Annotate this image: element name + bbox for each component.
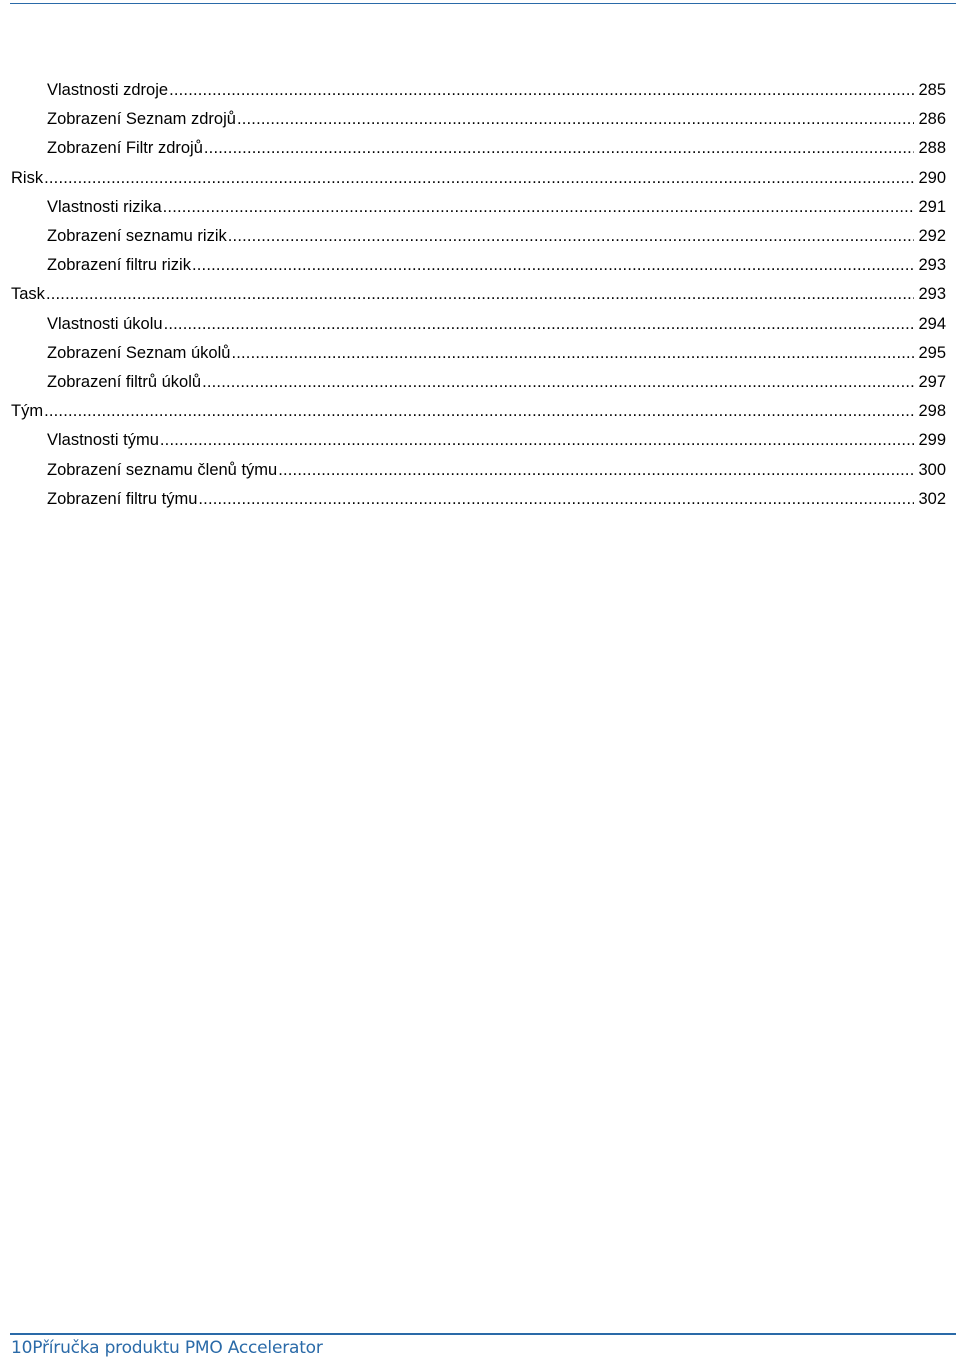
toc-entry-page: 295 xyxy=(918,343,946,362)
toc-entry-page: 299 xyxy=(918,431,946,450)
toc-entry-zobrazeni-filtru-rizik[interactable] xyxy=(0,251,960,280)
toc-leader-dots xyxy=(163,193,914,222)
toc-leader-dots xyxy=(46,280,914,309)
toc-entry-zobrazeni-seznamu-clenu-tymu[interactable] xyxy=(0,455,960,484)
toc-entry-vlastnosti-zdroje[interactable] xyxy=(0,76,960,105)
toc-entry-task[interactable] xyxy=(0,280,960,309)
toc-leader-dots xyxy=(160,426,914,455)
toc-entry-risk[interactable] xyxy=(0,164,960,193)
header-rule xyxy=(10,3,956,4)
toc-entry-title: Zobrazení filtrů úkolů xyxy=(47,372,202,391)
toc-entry-title: Zobrazení filtru rizik xyxy=(47,256,191,275)
footer-page-number: 10 xyxy=(11,1338,33,1358)
toc-leader-dots xyxy=(237,105,914,134)
toc-entry-title: Vlastnosti zdroje xyxy=(47,81,169,100)
toc-leader-dots xyxy=(228,222,914,251)
toc-entry-page: 292 xyxy=(918,227,946,246)
table-of-contents xyxy=(0,76,960,514)
toc-entry-title: Zobrazení Seznam úkolů xyxy=(47,343,231,362)
toc-entry-title: Vlastnosti týmu xyxy=(47,431,159,450)
toc-entry-page: 294 xyxy=(918,314,946,333)
toc-leader-dots xyxy=(202,368,914,397)
page-footer xyxy=(11,1338,323,1358)
toc-entry-page: 302 xyxy=(918,489,946,508)
toc-leader-dots xyxy=(164,310,914,339)
toc-entry-page: 288 xyxy=(918,139,946,158)
toc-entry-zobrazeni-filtru-ukolu[interactable] xyxy=(0,368,960,397)
toc-entry-vlastnosti-rizika[interactable] xyxy=(0,193,960,222)
toc-entry-vlastnosti-ukolu[interactable] xyxy=(0,310,960,339)
toc-entry-title: Risk xyxy=(11,168,44,187)
toc-entry-title: Tým xyxy=(11,402,44,421)
toc-leader-dots xyxy=(44,164,914,193)
toc-leader-dots xyxy=(231,339,914,368)
toc-leader-dots xyxy=(204,134,914,163)
footer-title: Příručka produktu PMO Accelerator xyxy=(32,1338,323,1358)
toc-entry-tym[interactable] xyxy=(0,397,960,426)
toc-entry-page: 293 xyxy=(918,285,946,304)
toc-entry-zobrazeni-filtr-zdroju[interactable] xyxy=(0,134,960,163)
toc-entry-vlastnosti-tymu[interactable] xyxy=(0,426,960,455)
toc-entry-zobrazeni-seznamu-rizik[interactable] xyxy=(0,222,960,251)
toc-entry-page: 298 xyxy=(918,402,946,421)
toc-entry-title: Zobrazení Seznam zdrojů xyxy=(47,110,236,129)
toc-entry-title: Zobrazení Filtr zdrojů xyxy=(47,139,203,158)
toc-entry-title: Zobrazení seznamu rizik xyxy=(47,227,227,246)
toc-leader-dots xyxy=(198,485,914,514)
footer-rule xyxy=(10,1333,956,1335)
toc-leader-dots xyxy=(192,251,914,280)
toc-entry-zobrazeni-seznam-zdroju[interactable] xyxy=(0,105,960,134)
toc-leader-dots xyxy=(44,397,914,426)
toc-entry-page: 300 xyxy=(918,460,946,479)
toc-entry-title: Vlastnosti rizika xyxy=(47,197,162,216)
toc-entry-page: 286 xyxy=(918,110,946,129)
toc-leader-dots xyxy=(278,456,914,485)
toc-entry-page: 297 xyxy=(918,372,946,391)
toc-entry-title: Vlastnosti úkolu xyxy=(47,314,163,333)
toc-entry-page: 285 xyxy=(918,81,946,100)
toc-entry-title: Zobrazení seznamu členů týmu xyxy=(47,460,278,479)
toc-entry-page: 293 xyxy=(918,256,946,275)
toc-entry-title: Zobrazení filtru týmu xyxy=(47,489,198,508)
toc-entry-zobrazeni-filtru-tymu[interactable] xyxy=(0,485,960,514)
toc-entry-zobrazeni-seznam-ukolu[interactable] xyxy=(0,339,960,368)
toc-leader-dots xyxy=(169,76,914,105)
toc-entry-page: 290 xyxy=(918,168,946,187)
toc-entry-page: 291 xyxy=(918,197,946,216)
toc-entry-title: Task xyxy=(11,285,45,304)
